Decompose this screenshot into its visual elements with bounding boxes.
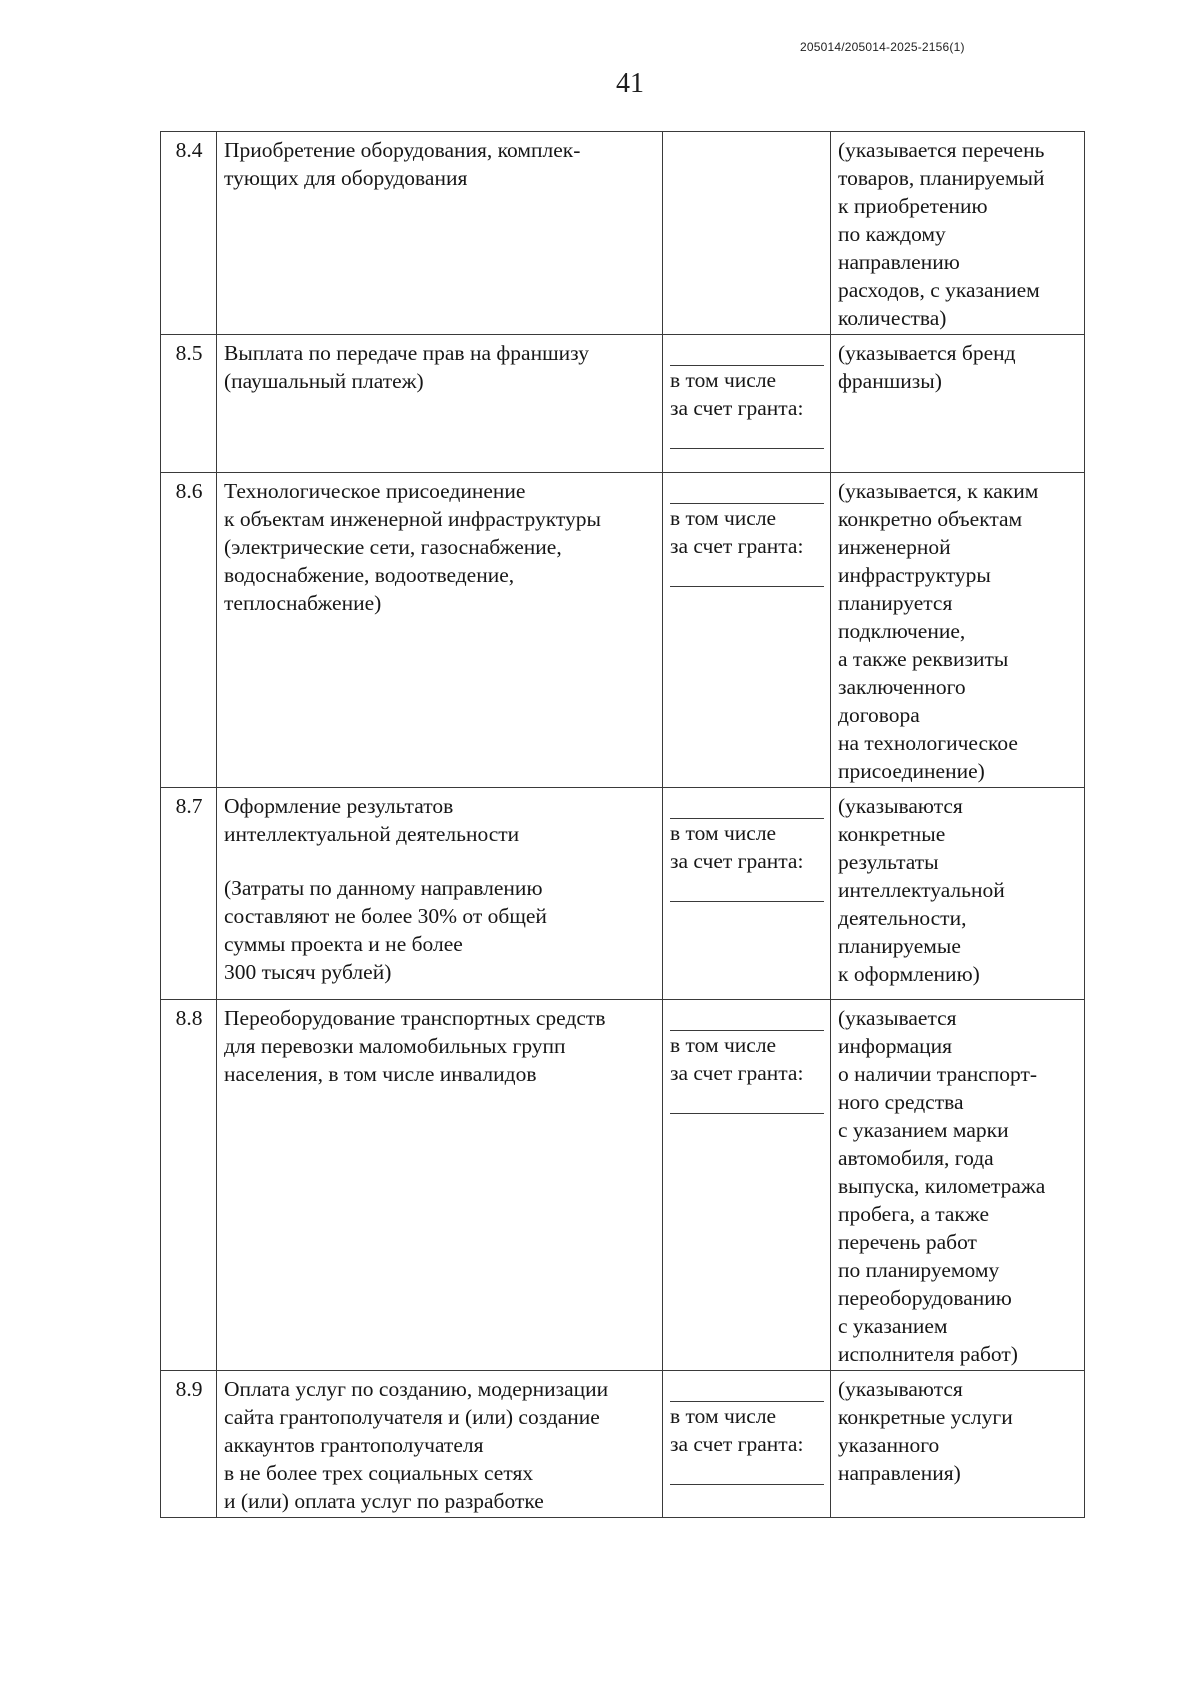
note-line: конкретные услуги [838,1405,1013,1429]
expense-description [217,788,663,1000]
description-line: суммы проекта и не более [224,932,463,956]
description-line: в не более трех социальных сетях [224,1461,534,1485]
note-line: планируемые [838,934,961,958]
expense-description [217,473,663,788]
row-number: 8.9 [161,1371,217,1518]
description-line: Переоборудование транспортных средств [224,1006,606,1030]
note-line: по каждому [838,222,946,246]
table-row [161,1000,1085,1371]
amount-blank-line [670,339,824,366]
document-id: 205014/205014-2025-2156(1) [800,40,965,54]
page-number: 41 [616,68,644,99]
expense-note [831,132,1085,335]
table-row [161,132,1085,335]
expense-note [831,473,1085,788]
note-line: ного средства [838,1090,964,1114]
grant-label: за счет гранта: [670,534,804,558]
amount-blank-line [670,477,824,504]
amount-blank-line [670,1004,824,1031]
expense-note [831,335,1085,473]
expense-description [217,1371,663,1518]
amount-blank-line [670,792,824,819]
note-line: (указывается бренд [838,341,1016,365]
table-row [161,788,1085,1000]
description-line: водоснабжение, водоотведение, [224,563,515,587]
description-line: для перевозки маломобильных групп [224,1034,566,1058]
cost-cell [663,1371,831,1518]
note-line: заключенного [838,675,966,699]
note-line: направления) [838,1461,961,1485]
grant-label: за счет гранта: [670,396,804,420]
note-line: конкретные [838,822,946,846]
table-row [161,335,1085,473]
row-number: 8.7 [161,788,217,1000]
cost-cell [663,132,831,335]
row-number: 8.5 [161,335,217,473]
description-line: (электрические сети, газоснабжение, [224,535,562,559]
expense-table [160,131,1085,1518]
description-line: аккаунтов грантополучателя [224,1433,484,1457]
description-line: к объектам инженерной инфраструктуры [224,507,601,531]
cost-cell [663,1000,831,1371]
grant-label: в том числе [670,1404,777,1428]
note-line: планируется [838,591,953,615]
grant-label: в том числе [670,821,777,845]
grant-amount-blank-line [670,1087,824,1114]
description-line: тующих для оборудования [224,166,468,190]
grant-amount-blank-line [670,1458,824,1485]
row-number: 8.8 [161,1000,217,1371]
row-number: 8.6 [161,473,217,788]
description-line: Приобретение оборудования, комплек- [224,138,581,162]
description-line: (Затраты по данному направлению [224,876,543,900]
cost-cell [663,335,831,473]
note-line: количества) [838,306,947,330]
note-line: франшизы) [838,369,942,393]
grant-label: в том числе [670,1033,777,1057]
note-line: подключение, [838,619,966,643]
description-line: интеллектуальной деятельности [224,822,520,846]
expense-note [831,1371,1085,1518]
grant-label: в том числе [670,506,777,530]
note-line: расходов, с указанием [838,278,1040,302]
note-line: (указывается [838,1006,957,1030]
description-line: (паушальный платеж) [224,369,424,393]
description-line: сайта грантополучателя и (или) создание [224,1405,600,1429]
grant-label: за счет гранта: [670,1432,804,1456]
note-line: (указывается перечень [838,138,1045,162]
description-line: составляют не более 30% от общей [224,904,547,928]
note-line: автомобиля, года [838,1146,994,1170]
note-line: пробега, а также [838,1202,989,1226]
note-line: с указанием марки [838,1118,1009,1142]
grant-label: за счет гранта: [670,1061,804,1085]
description-line: теплоснабжение) [224,591,382,615]
note-line: направлению [838,250,960,274]
description-line: Выплата по передаче прав на франшизу [224,341,589,365]
expense-table-body [161,132,1085,1518]
note-line: товаров, планируемый [838,166,1045,190]
table-row [161,473,1085,788]
note-line: на технологическое [838,731,1018,755]
description-line: Оплата услуг по созданию, модернизации [224,1377,609,1401]
expense-description [217,132,663,335]
note-line: переоборудованию [838,1286,1012,1310]
note-line: интеллектуальной [838,878,1005,902]
description-line: и (или) оплата услуг по разработке [224,1489,544,1513]
note-line: деятельности, [838,906,967,930]
note-line: к оформлению) [838,962,980,986]
note-line: (указываются [838,1377,963,1401]
grant-amount-blank-line [670,422,824,449]
note-line: инженерной [838,535,951,559]
table-row [161,1371,1085,1518]
note-line: (указываются [838,794,963,818]
cost-cell [663,473,831,788]
note-line: инфраструктуры [838,563,991,587]
note-line: результаты [838,850,939,874]
note-line: информация [838,1034,953,1058]
description-line: населения, в том числе инвалидов [224,1062,537,1086]
note-line: по планируемому [838,1258,1000,1282]
note-line: конкретно объектам [838,507,1023,531]
note-line: о наличии транспорт- [838,1062,1038,1086]
note-line: (указывается, к каким [838,479,1039,503]
grant-amount-blank-line [670,560,824,587]
row-number: 8.4 [161,132,217,335]
note-line: указанного [838,1433,940,1457]
description-line [224,848,656,874]
grant-amount-blank-line [670,875,824,902]
note-line: договора [838,703,920,727]
note-line: к приобретению [838,194,988,218]
cost-cell [663,788,831,1000]
note-line: а также реквизиты [838,647,1009,671]
grant-label: за счет гранта: [670,849,804,873]
grant-label: в том числе [670,368,777,392]
note-line: перечень работ [838,1230,977,1254]
note-line: исполнителя работ) [838,1342,1018,1366]
expense-description [217,1000,663,1371]
note-line: выпуска, километража [838,1174,1046,1198]
expense-note [831,788,1085,1000]
expense-description [217,335,663,473]
amount-blank-line [670,1375,824,1402]
note-line: с указанием [838,1314,948,1338]
description-line: 300 тысяч рублей) [224,960,392,984]
expense-note [831,1000,1085,1371]
description-line: Технологическое присоединение [224,479,526,503]
description-line: Оформление результатов [224,794,454,818]
note-line: присоединение) [838,759,985,783]
